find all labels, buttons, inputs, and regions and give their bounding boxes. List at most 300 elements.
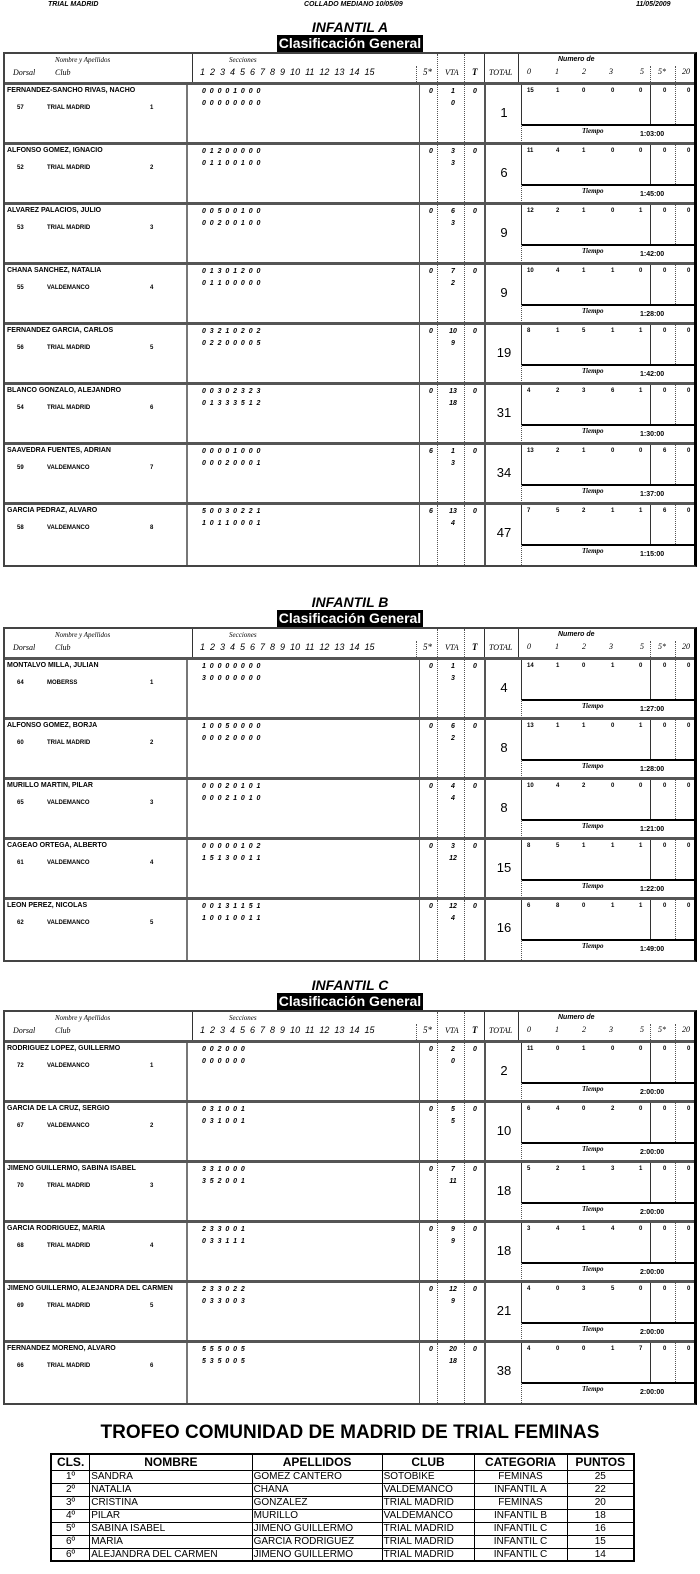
lap2-scores: 5 3 5 0 0 5 <box>202 1358 245 1365</box>
category-section <box>3 19 697 567</box>
count-value: 0 <box>663 663 667 669</box>
count-value: 15 <box>527 88 534 94</box>
header-n1: 1 <box>555 67 559 76</box>
rider-name: SAAVEDRA FUENTES, ADRIAN <box>7 447 111 454</box>
five-star-value: 6 <box>429 448 433 455</box>
vta-lap1: 13 <box>449 508 457 515</box>
trofeo-cell: INFANTIL B <box>474 1509 567 1522</box>
count-value: 0 <box>663 783 667 789</box>
lap2-scores: 0 0 0 2 1 0 1 0 <box>202 795 261 802</box>
count-value: 0 <box>687 1166 691 1172</box>
counts-box <box>521 660 696 699</box>
rider-name: CHANA SANCHEZ, NATALIA <box>7 267 102 274</box>
count-value: 8 <box>527 328 531 334</box>
vta-lap2: 5 <box>451 1118 455 1125</box>
header-five-star: 5* <box>423 1025 432 1035</box>
rider-position: 2 <box>150 740 154 746</box>
rider-dorsal: 53 <box>17 225 24 231</box>
rider-name: MURILLO MARTIN, PILAR <box>7 782 93 789</box>
tiempo-value: 1:42:00 <box>640 371 665 378</box>
table-header <box>5 54 694 85</box>
rider-position: 8 <box>150 525 154 531</box>
total-score: 18 <box>496 1183 512 1198</box>
rider-name: GARCIA RODRIGUEZ, MARIA <box>7 1225 106 1232</box>
trofeo-cell: GARCIA RODRIGUEZ <box>252 1535 382 1548</box>
count-value: 1 <box>611 508 615 514</box>
five-star-value: 0 <box>429 328 433 335</box>
lap1-scores: 1 0 0 0 0 0 0 0 <box>202 663 261 670</box>
tiempo-box <box>521 1322 696 1343</box>
header-club: TRIAL MADRID <box>48 1 99 8</box>
vta-lap2: 3 <box>451 675 455 682</box>
header-n20: 20 <box>682 1025 690 1034</box>
count-value: 0 <box>582 1346 586 1352</box>
count-value: 2 <box>556 388 560 394</box>
header-section-numbers: 1 2 3 4 5 6 7 8 9 10 11 12 13 14 15 <box>200 67 375 77</box>
trofeo-row <box>51 1548 634 1561</box>
counts-box <box>521 1223 696 1262</box>
count-value: 1 <box>611 843 615 849</box>
header-n3: 3 <box>609 67 613 76</box>
tiempo-label: Tiempo <box>582 702 604 710</box>
table-row <box>5 1043 694 1103</box>
tiempo-value: 2:00:00 <box>640 1389 665 1396</box>
count-value: 0 <box>663 843 667 849</box>
t-value: 0 <box>473 208 477 215</box>
header-n3: 3 <box>609 1025 613 1034</box>
header-five-star: 5* <box>423 67 432 77</box>
lap2-scores: 0 2 2 0 0 0 0 5 <box>202 340 261 347</box>
count-value: 0 <box>663 1346 667 1352</box>
total-score: 34 <box>496 465 512 480</box>
count-value: 2 <box>556 208 560 214</box>
t-value: 0 <box>473 508 477 515</box>
header-n5-star: 5* <box>658 1025 666 1034</box>
tiempo-label: Tiempo <box>582 367 604 375</box>
tiempo-label: Tiempo <box>582 487 604 495</box>
total-score: 19 <box>496 345 512 360</box>
count-value: 2 <box>556 448 560 454</box>
trofeo-cell: CRISTINA <box>90 1496 252 1509</box>
tiempo-label: Tiempo <box>582 822 604 830</box>
counts-box <box>521 145 696 184</box>
lap2-scores: 0 3 3 0 0 3 <box>202 1298 245 1305</box>
total-score: 8 <box>500 740 508 755</box>
counts-box <box>521 505 696 544</box>
tiempo-box <box>521 1142 696 1163</box>
header-n0: 0 <box>527 1025 531 1034</box>
count-value: 0 <box>639 1286 643 1292</box>
rider-club: TRIAL MADRID <box>47 1303 91 1309</box>
rider-dorsal: 61 <box>17 860 24 866</box>
counts-box <box>521 840 696 879</box>
count-value: 1 <box>582 448 586 454</box>
count-value: 3 <box>527 1226 531 1232</box>
count-value: 1 <box>639 903 643 909</box>
tiempo-box <box>521 1202 696 1223</box>
rider-dorsal: 70 <box>17 1183 24 1189</box>
five-star-value: 0 <box>429 783 433 790</box>
tiempo-label: Tiempo <box>582 1205 604 1213</box>
tiempo-value: 1:28:00 <box>640 311 665 318</box>
count-value: 4 <box>556 1226 560 1232</box>
trofeo-cell: GOMEZ CANTERO <box>252 1470 382 1483</box>
count-value: 6 <box>527 903 531 909</box>
category-section <box>3 977 697 1405</box>
count-value: 0 <box>663 388 667 394</box>
rider-position: 6 <box>150 405 154 411</box>
tiempo-value: 2:00:00 <box>640 1089 665 1096</box>
trofeo-cell: INFANTIL A <box>474 1483 567 1496</box>
count-value: 0 <box>556 1046 560 1052</box>
trofeo-cell: 4º <box>51 1509 90 1522</box>
count-value: 6 <box>611 388 615 394</box>
t-value: 0 <box>473 328 477 335</box>
rider-dorsal: 55 <box>17 285 24 291</box>
page-header <box>0 0 700 12</box>
header-dorsal: Dorsal <box>13 68 36 77</box>
tiempo-box <box>521 879 696 900</box>
lap1-scores: 0 0 2 0 0 0 <box>202 1046 245 1053</box>
t-value: 0 <box>473 1046 477 1053</box>
count-value: 1 <box>582 1046 586 1052</box>
lap2-scores: 1 0 1 1 0 0 0 1 <box>202 520 261 527</box>
trofeo-cell: 6º <box>51 1548 90 1561</box>
trofeo-row <box>51 1509 634 1522</box>
count-value: 6 <box>663 448 667 454</box>
lap1-scores: 2 3 3 0 0 1 <box>202 1226 245 1233</box>
count-value: 0 <box>639 663 643 669</box>
five-star-value: 0 <box>429 723 433 730</box>
trofeo-cell: TRIAL MADRID <box>382 1548 474 1561</box>
rider-club: VALDEMANCO <box>47 465 90 471</box>
rider-dorsal: 60 <box>17 740 24 746</box>
tiempo-box <box>521 304 696 325</box>
tiempo-box <box>521 544 696 565</box>
count-value: 0 <box>687 1226 691 1232</box>
total-score: 6 <box>500 165 508 180</box>
count-value: 0 <box>663 1226 667 1232</box>
vta-lap2: 3 <box>451 460 455 467</box>
trofeo-cell: MARIA <box>90 1535 252 1548</box>
count-value: 0 <box>611 1046 615 1052</box>
tiempo-box <box>521 699 696 720</box>
counts-box <box>521 1043 696 1082</box>
rider-club: TRIAL MADRID <box>47 405 91 411</box>
table-row <box>5 840 694 900</box>
tiempo-box <box>521 484 696 505</box>
t-value: 0 <box>473 843 477 850</box>
count-value: 0 <box>687 723 691 729</box>
count-value: 0 <box>611 148 615 154</box>
vta-lap1: 6 <box>451 723 455 730</box>
lap1-scores: 5 5 5 0 0 5 <box>202 1346 245 1353</box>
count-value: 1 <box>582 148 586 154</box>
header-vta: VTA <box>445 643 459 652</box>
trofeo-cell: VALDEMANCO <box>382 1483 474 1496</box>
count-value: 7 <box>527 508 531 514</box>
vta-lap1: 1 <box>451 448 455 455</box>
header-nombre: Nombre y Apellidos <box>55 1014 111 1022</box>
trofeo-header-cell: PUNTOS <box>567 1454 634 1470</box>
vta-lap2: 0 <box>451 1058 455 1065</box>
vta-lap2: 3 <box>451 220 455 227</box>
trofeo-cell: 2º <box>51 1483 90 1496</box>
category-title: INFANTIL A <box>311 19 389 35</box>
table-row <box>5 1283 694 1343</box>
header-vta: VTA <box>445 1026 459 1035</box>
t-value: 0 <box>473 448 477 455</box>
t-value: 0 <box>473 783 477 790</box>
lap1-scores: 0 1 2 0 0 0 0 0 <box>202 148 261 155</box>
lap2-scores: 0 0 2 0 0 1 0 0 <box>202 220 261 227</box>
header-n3: 3 <box>609 642 613 651</box>
lap1-scores: 0 3 1 0 0 1 <box>202 1106 245 1113</box>
tiempo-label: Tiempo <box>582 762 604 770</box>
rider-club: VALDEMANCO <box>47 920 90 926</box>
lap2-scores: 0 0 0 2 0 0 0 0 <box>202 735 261 742</box>
rider-position: 3 <box>150 225 154 231</box>
trofeo-cell: 25 <box>567 1470 634 1483</box>
rider-position: 1 <box>150 1063 154 1069</box>
t-value: 0 <box>473 1346 477 1353</box>
tiempo-box <box>521 124 696 145</box>
category-title: INFANTIL B <box>311 594 389 610</box>
header-t: T <box>472 1025 478 1035</box>
rider-club: MOBERSS <box>47 680 78 686</box>
rider-name: BLANCO GONZALO, ALEJANDRO <box>7 387 122 394</box>
vta-lap1: 9 <box>451 1226 455 1233</box>
tiempo-label: Tiempo <box>582 247 604 255</box>
tiempo-box <box>521 759 696 780</box>
total-score: 9 <box>500 285 508 300</box>
count-value: 0 <box>687 388 691 394</box>
rider-club: TRIAL MADRID <box>47 105 91 111</box>
t-value: 0 <box>473 388 477 395</box>
count-value: 2 <box>556 1166 560 1172</box>
rider-position: 5 <box>150 1303 154 1309</box>
count-value: 5 <box>527 1166 531 1172</box>
category-section <box>3 594 697 962</box>
total-score: 18 <box>496 1243 512 1258</box>
five-star-value: 0 <box>429 663 433 670</box>
rider-name: MONTALVO MILLA, JULIAN <box>7 662 99 669</box>
five-star-value: 0 <box>429 208 433 215</box>
lap1-scores: 0 0 3 0 2 3 2 3 <box>202 388 261 395</box>
trofeo-cell: SANDRA <box>90 1470 252 1483</box>
rider-position: 2 <box>150 165 154 171</box>
results-table <box>3 627 697 962</box>
count-value: 0 <box>582 663 586 669</box>
lap2-scores: 0 1 3 3 3 5 1 2 <box>202 400 261 407</box>
total-score: 9 <box>500 225 508 240</box>
vta-lap2: 18 <box>449 400 457 407</box>
rider-position: 4 <box>150 1243 154 1249</box>
trofeo-row <box>51 1535 634 1548</box>
header-section-numbers: 1 2 3 4 5 6 7 8 9 10 11 12 13 14 15 <box>200 1025 375 1035</box>
count-value: 1 <box>639 843 643 849</box>
header-n1: 1 <box>555 642 559 651</box>
total-score: 38 <box>496 1363 512 1378</box>
tiempo-label: Tiempo <box>582 1385 604 1393</box>
tiempo-box <box>521 244 696 265</box>
rider-dorsal: 66 <box>17 1363 24 1369</box>
total-score: 31 <box>496 405 512 420</box>
count-value: 1 <box>582 723 586 729</box>
vta-lap1: 5 <box>451 1106 455 1113</box>
table-row <box>5 445 694 505</box>
t-value: 0 <box>473 268 477 275</box>
rider-position: 4 <box>150 860 154 866</box>
count-value: 0 <box>663 88 667 94</box>
count-value: 6 <box>663 508 667 514</box>
lap2-scores: 1 0 0 1 0 0 1 1 <box>202 915 261 922</box>
trofeo-cell: JIMENO GUILLERMO <box>252 1522 382 1535</box>
table-row <box>5 145 694 205</box>
rider-name: JIMENO GUILLERMO, ALEJANDRA DEL CARMEN <box>7 1285 173 1292</box>
trofeo-header-cell: NOMBRE <box>90 1454 252 1470</box>
five-star-value: 0 <box>429 268 433 275</box>
trofeo-table <box>50 1453 635 1562</box>
total-score: 1 <box>500 105 508 120</box>
vta-lap2: 4 <box>451 915 455 922</box>
header-n20: 20 <box>682 67 690 76</box>
counts-box <box>521 205 696 244</box>
trofeo-cell: INFANTIL C <box>474 1522 567 1535</box>
tiempo-value: 1:30:00 <box>640 431 665 438</box>
trofeo-cell: 18 <box>567 1509 634 1522</box>
lap1-scores: 0 0 0 0 0 1 0 2 <box>202 843 261 850</box>
lap2-scores: 3 5 2 0 0 1 <box>202 1178 245 1185</box>
counts-box <box>521 1283 696 1322</box>
count-value: 3 <box>582 1286 586 1292</box>
lap1-scores: 0 3 2 1 0 2 0 2 <box>202 328 261 335</box>
table-row <box>5 660 694 720</box>
counts-box <box>521 325 696 364</box>
header-dorsal: Dorsal <box>13 1026 36 1035</box>
vta-lap2: 18 <box>449 1358 457 1365</box>
header-vta: VTA <box>445 68 459 77</box>
count-value: 4 <box>527 1286 531 1292</box>
table-row <box>5 1343 694 1403</box>
table-row <box>5 1163 694 1223</box>
count-value: 1 <box>556 328 560 334</box>
total-score: 8 <box>500 800 508 815</box>
vta-lap2: 9 <box>451 1238 455 1245</box>
tiempo-box <box>521 1382 696 1403</box>
count-value: 0 <box>556 1286 560 1292</box>
count-value: 0 <box>582 1106 586 1112</box>
count-value: 0 <box>663 208 667 214</box>
header-n5: 5 <box>640 67 644 76</box>
rider-club: TRIAL MADRID <box>47 1243 91 1249</box>
tiempo-value: 1:27:00 <box>640 706 665 713</box>
lap2-scores: 0 0 0 0 0 0 0 0 <box>202 100 261 107</box>
rider-club: TRIAL MADRID <box>47 740 91 746</box>
t-value: 0 <box>473 1166 477 1173</box>
rider-position: 6 <box>150 1363 154 1369</box>
five-star-value: 0 <box>429 388 433 395</box>
tiempo-label: Tiempo <box>582 187 604 195</box>
header-section-numbers: 1 2 3 4 5 6 7 8 9 10 11 12 13 14 15 <box>200 642 375 652</box>
count-value: 1 <box>639 388 643 394</box>
five-star-value: 0 <box>429 1046 433 1053</box>
count-value: 0 <box>687 843 691 849</box>
count-value: 1 <box>582 268 586 274</box>
rider-club: VALDEMANCO <box>47 860 90 866</box>
count-value: 0 <box>687 268 691 274</box>
trofeo-cell: 20 <box>567 1496 634 1509</box>
tiempo-value: 1:42:00 <box>640 251 665 258</box>
lap2-scores: 0 3 3 1 1 1 <box>202 1238 245 1245</box>
lap1-scores: 0 0 5 0 0 1 0 0 <box>202 208 261 215</box>
rider-club: VALDEMANCO <box>47 800 90 806</box>
five-star-value: 0 <box>429 1106 433 1113</box>
trofeo-header-cell: CLUB <box>382 1454 474 1470</box>
total-score: 15 <box>496 860 512 875</box>
count-value: 4 <box>556 1106 560 1112</box>
count-value: 1 <box>611 268 615 274</box>
count-value: 6 <box>527 1106 531 1112</box>
rider-club: VALDEMANCO <box>47 1123 90 1129</box>
header-secciones: Secciones <box>229 631 257 639</box>
count-value: 13 <box>527 723 534 729</box>
trofeo-title: TROFEO COMUNIDAD DE MADRID DE TRIAL FEMINAS <box>100 1422 600 1443</box>
vta-lap1: 6 <box>451 208 455 215</box>
header-secciones: Secciones <box>229 56 257 64</box>
rider-club: VALDEMANCO <box>47 525 90 531</box>
vta-lap2: 9 <box>451 340 455 347</box>
count-value: 5 <box>582 328 586 334</box>
rider-dorsal: 57 <box>17 105 24 111</box>
count-value: 4 <box>556 268 560 274</box>
count-value: 0 <box>687 1106 691 1112</box>
count-value: 0 <box>687 328 691 334</box>
rider-name: GARCIA PEDRAZ, ALVARO <box>7 507 98 514</box>
table-row <box>5 780 694 840</box>
rider-dorsal: 59 <box>17 465 24 471</box>
count-value: 5 <box>611 1286 615 1292</box>
five-star-value: 0 <box>429 88 433 95</box>
counts-box <box>521 780 696 819</box>
lap2-scores: 0 1 1 0 0 0 0 0 <box>202 280 261 287</box>
rider-dorsal: 68 <box>17 1243 24 1249</box>
count-value: 7 <box>639 1346 643 1352</box>
header-n5: 5 <box>640 642 644 651</box>
rider-dorsal: 54 <box>17 405 24 411</box>
vta-lap2: 2 <box>451 735 455 742</box>
five-star-value: 0 <box>429 843 433 850</box>
rider-name: JIMENO GUILLERMO, SABINA ISABEL <box>7 1165 136 1172</box>
count-value: 0 <box>663 1046 667 1052</box>
tiempo-value: 1:21:00 <box>640 826 665 833</box>
rider-position: 4 <box>150 285 154 291</box>
count-value: 0 <box>687 508 691 514</box>
count-value: 0 <box>582 903 586 909</box>
count-value: 0 <box>611 448 615 454</box>
results-table <box>3 1010 697 1405</box>
classification-title: Clasificación General <box>278 610 422 626</box>
tiempo-box <box>521 184 696 205</box>
classification-title: Clasificación General <box>278 35 422 51</box>
count-value: 0 <box>556 1346 560 1352</box>
trofeo-cell: SOTOBIKE <box>382 1470 474 1483</box>
count-value: 0 <box>687 88 691 94</box>
count-value: 0 <box>687 783 691 789</box>
five-star-value: 0 <box>429 1166 433 1173</box>
counts-box <box>521 720 696 759</box>
counts-box <box>521 445 696 484</box>
